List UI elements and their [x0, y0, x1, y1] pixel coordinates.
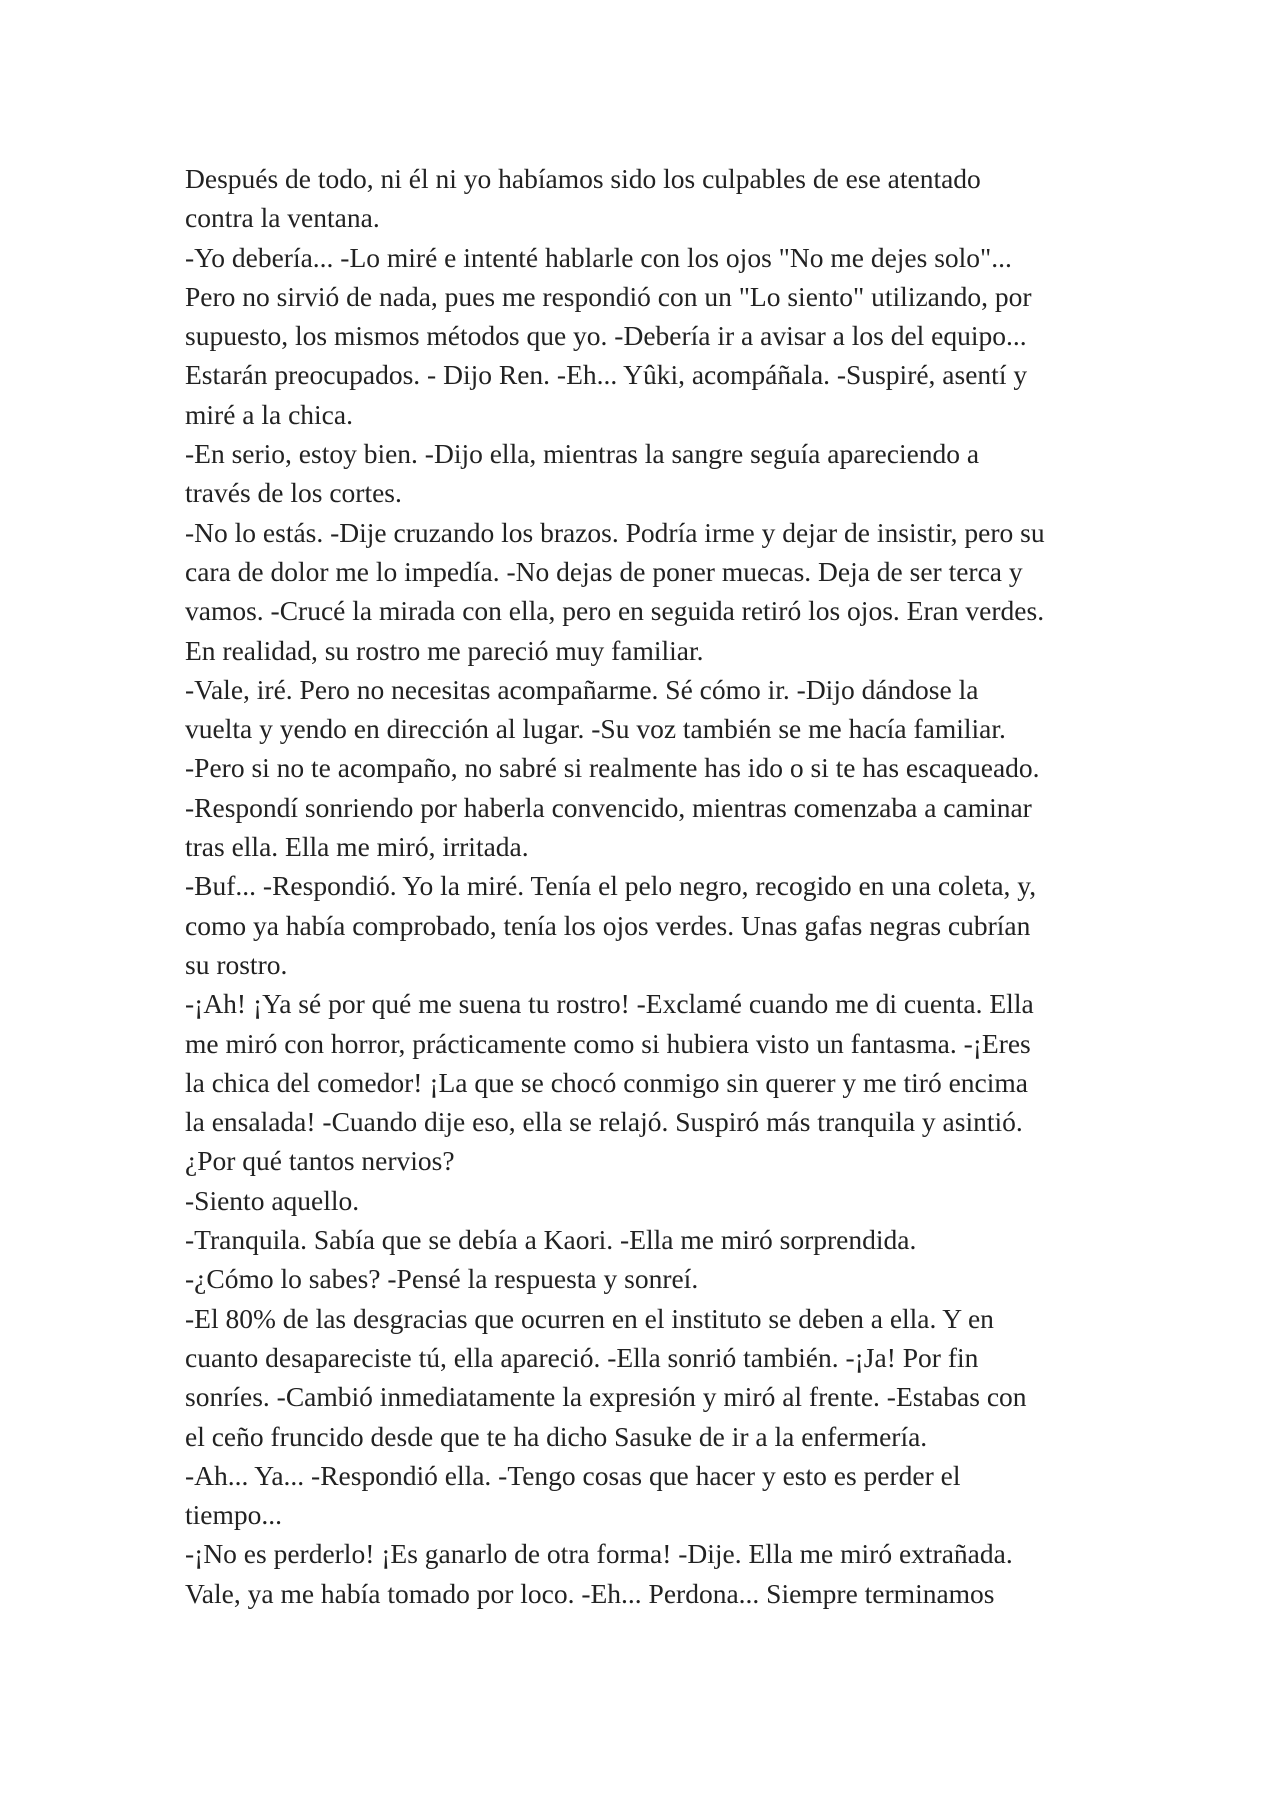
text-line: -Buf... -Respondió. Yo la miré. Tenía el pelo negro, recogido en una coleta, y,	[185, 870, 1037, 902]
text-line: -En serio, estoy bien. -Dijo ella, mientras la sangre seguía apareciendo a	[185, 438, 980, 470]
text-line: tras ella. Ella me miró, irritada.	[185, 831, 529, 863]
text-line: Después de todo, ni él ni yo habíamos sido los culpables de ese atentado	[185, 163, 981, 194]
text-line: la ensalada! -Cuando dije eso, ella se relajó. Suspiró más tranquila y asintió.	[185, 1106, 1023, 1138]
text-line: través de los cortes.	[185, 477, 402, 509]
body-text	[185, 159, 1115, 1613]
text-line: su rostro.	[185, 948, 288, 980]
text-line: Vale, ya me había tomado por loco. -Eh... Perdona... Siempre terminamos	[185, 1577, 995, 1609]
text-line: ¿Por qué tantos nervios?	[185, 1145, 455, 1177]
text-line: vuelta y yendo en dirección al lugar. -Su voz también se me hacía familiar.	[185, 713, 1006, 745]
text-line: sonríes. -Cambió inmediatamente la expresión y miró al frente. -Estabas con	[185, 1381, 1027, 1413]
text-line: cara de dolor me lo impedía. -No dejas de poner muecas. Deja de ser terca y	[185, 555, 1023, 587]
text-line: -¿Cómo lo sabes? -Pensé la respuesta y sonreí.	[185, 1263, 699, 1295]
text-line: -Tranquila. Sabía que se debía a Kaori. -Ella me miró sorprendida.	[185, 1224, 917, 1256]
text-line: cuanto desapareciste tú, ella apareció. -Ella sonrió también. -¡Ja! Por fin	[185, 1341, 979, 1373]
text-line: -Siento aquello.	[185, 1184, 360, 1216]
text-line: como ya había comprobado, tenía los ojos verdes. Unas gafas negras cubrían	[185, 909, 1031, 941]
text-line: tiempo...	[185, 1499, 283, 1531]
text-line: -¡No es perderlo! ¡Es ganarlo de otra forma! -Dije. Ella me miró extrañada.	[185, 1538, 1013, 1570]
text-line: me miró con horror, prácticamente como si hubiera visto un fantasma. -¡Eres	[185, 1027, 1031, 1059]
text-line: contra la ventana.	[185, 202, 380, 234]
text-line: -El 80% de las desgracias que ocurren en el instituto se deben a ella. Y en	[185, 1302, 994, 1334]
text-line: -Vale, iré. Pero no necesitas acompañarme. Sé cómo ir. -Dijo dándose la	[185, 673, 979, 705]
text-line: En realidad, su rostro me pareció muy familiar.	[185, 634, 704, 666]
text-line: -Yo debería... -Lo miré e intenté hablarle con los ojos "No me dejes solo"...	[185, 241, 1012, 273]
text-line: Estarán preocupados. - Dijo Ren. -Eh... Yûki, acompáñala. -Suspiré, asentí y	[185, 359, 1028, 391]
text-line: supuesto, los mismos métodos que yo. -Debería ir a avisar a los del equipo...	[185, 320, 1027, 352]
text-line: vamos. -Crucé la mirada con ella, pero en seguida retiró los ojos. Eran verdes.	[185, 595, 1045, 627]
text-line: -Respondí sonriendo por haberla convencido, mientras comenzaba a caminar	[185, 791, 1032, 823]
text-line: -No lo estás. -Dije cruzando los brazos. Podría irme y dejar de insistir, pero su	[185, 516, 1045, 548]
text-line: miré a la chica.	[185, 398, 353, 430]
text-line: la chica del comedor! ¡La que se chocó conmigo sin querer y me tiró encima	[185, 1066, 1028, 1098]
text-line: Pero no sirvió de nada, pues me respondió con un "Lo siento" utilizando, por	[185, 280, 1032, 312]
text-line: -Pero si no te acompaño, no sabré si realmente has ido o si te has escaqueado.	[185, 752, 1040, 784]
text-line: el ceño fruncido desde que te ha dicho Sasuke de ir a la enfermería.	[185, 1420, 928, 1452]
text-line: -Ah... Ya... -Respondió ella. -Tengo cosas que hacer y esto es perder el	[185, 1459, 961, 1491]
text-line: -¡Ah! ¡Ya sé por qué me suena tu rostro! -Exclamé cuando me di cuenta. Ella	[185, 988, 1034, 1020]
